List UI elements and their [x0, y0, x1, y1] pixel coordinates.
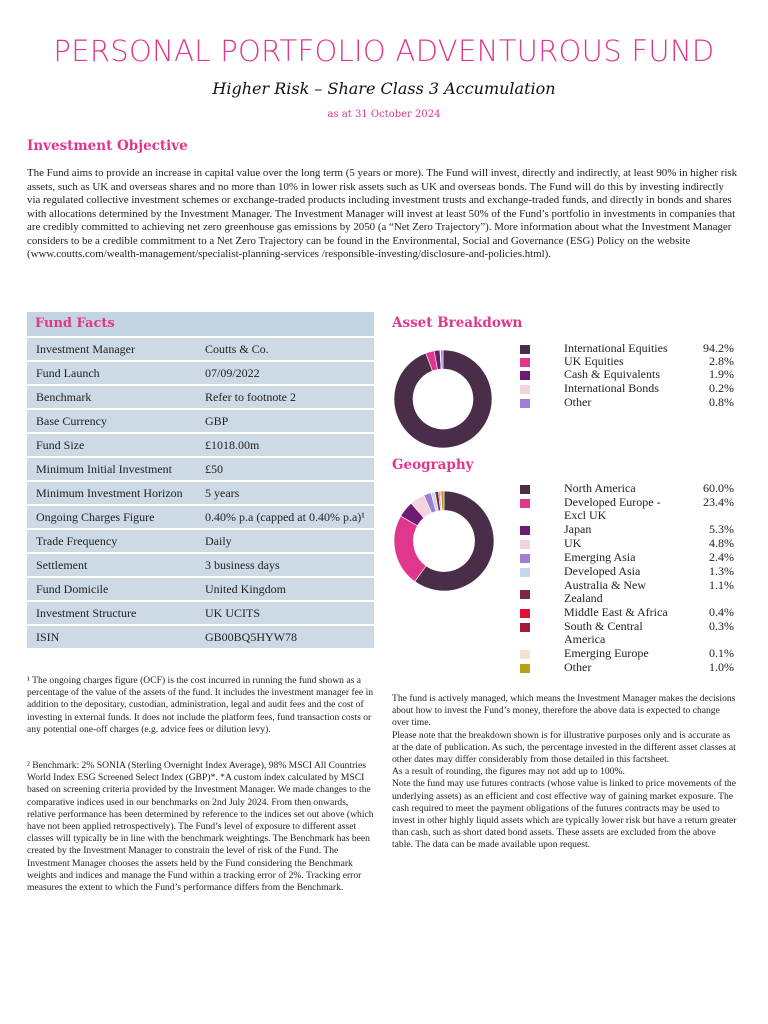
fund-fact-label: Ongoing Charges Figure — [36, 509, 155, 524]
fund-fact-label: Benchmark — [36, 389, 92, 404]
geography-legend-value: 0.1% — [709, 646, 734, 660]
geography-legend-swatch — [520, 499, 530, 508]
asset-legend-swatch — [520, 371, 530, 380]
geography-legend-label: Emerging Asia — [564, 550, 636, 564]
fund-fact-value: 07/09/2022 — [205, 366, 260, 380]
geography-legend-swatch — [520, 568, 530, 577]
fund-fact-value: United Kingdom — [205, 582, 286, 596]
geography-legend-swatch — [520, 526, 530, 535]
fund-fact-row — [27, 600, 374, 624]
fund-fact-row — [27, 480, 374, 504]
geography-legend-value: 5.3% — [709, 522, 734, 536]
asset-legend-swatch — [520, 399, 530, 408]
geography-legend-swatch — [520, 609, 530, 618]
fund-fact-row — [27, 408, 374, 432]
geography-legend-swatch — [520, 650, 530, 659]
fund-fact-value: 3 business days — [205, 558, 280, 572]
fund-fact-label: Fund Size — [36, 437, 85, 452]
fund-fact-label: Base Currency — [36, 413, 107, 428]
asset-legend-swatch — [520, 385, 530, 394]
asset-legend-value: 0.2% — [709, 381, 734, 395]
page-title: PERSONAL PORTFOLIO ADVENTUROUS FUND — [53, 34, 715, 68]
geography-legend-value: 1.3% — [709, 564, 734, 578]
geography-legend-value: 0.4% — [709, 605, 734, 619]
geography-legend-label: Other — [564, 660, 592, 674]
asset-legend-value: 94.2% — [703, 341, 734, 355]
note-paragraph: Note the fund may use futures contracts (whose value is linked to price movements of the underlying assets) as an efficient and cost effective way of gaining market exposure. The cash required to meet the payment obligations of the futures contracts may be used to invest in other highly liquid assets which are typically lower risk but have a return greater than cash, such as short dated bond assets. These assets are excluded from the above table. The data can be made available upon request. — [392, 778, 737, 851]
asset-legend-label: International Bonds — [564, 381, 659, 395]
fund-fact-label: Settlement — [36, 557, 88, 572]
footnote-1: ¹ The ongoing charges figure (OCF) is the cost incurred in running the fund shown as a percentage of the value of the assets of the fund. It includes the investment manager fee in addition to the depositary, custodian, administration, legal and audit fees and the cost of investing in external funds. It does not include the platform fees, fund transaction costs or any potential one-off charges (e.g. advice fees or dilution levy). — [27, 675, 374, 735]
fund-fact-value: 0.40% p.a (capped at 0.40% p.a)¹ — [205, 510, 365, 524]
geography-legend-swatch — [520, 540, 530, 549]
geography-legend-label: North America — [564, 481, 636, 495]
fund-fact-row — [27, 336, 374, 360]
asset-legend-label: UK Equities — [564, 354, 624, 368]
fund-fact-row — [27, 384, 374, 408]
fund-fact-label: Fund Domicile — [36, 581, 109, 596]
fund-facts-table — [27, 312, 374, 648]
note-paragraph: The fund is actively managed, which means the Investment Manager makes the decisions about how to invest the Fund’s money, therefore the above data is expected to change over time. — [392, 693, 736, 729]
fund-fact-value: UK UCITS — [205, 606, 261, 620]
fund-facts-rows — [27, 336, 374, 648]
asset-legend-value: 1.9% — [709, 367, 734, 381]
geography-legend-label: Developed Europe - Excl UK — [564, 495, 661, 522]
asset-legend-swatch — [520, 345, 530, 354]
geography-legend-label: Emerging Europe — [564, 646, 649, 660]
asset-legend-swatch — [520, 358, 530, 367]
fund-facts-heading: Fund Facts — [27, 312, 374, 336]
asset-legend-label: Other — [564, 395, 592, 409]
fund-fact-value: GBP — [205, 414, 229, 428]
fund-fact-label: ISIN — [36, 629, 60, 644]
fund-fact-label: Investment Manager — [36, 341, 135, 356]
fund-fact-value: 5 years — [205, 486, 240, 500]
fund-fact-label: Investment Structure — [36, 605, 137, 620]
geography-legend-value: 4.8% — [709, 536, 734, 550]
fund-fact-row — [27, 576, 374, 600]
fund-fact-row — [27, 624, 374, 648]
geography-legend-value: 23.4% — [703, 495, 734, 509]
geography-legend-value: 60.0% — [703, 481, 734, 495]
fund-fact-value: Refer to footnote 2 — [205, 390, 296, 404]
note-paragraph: As a result of rounding, the figures may not add up to 100%. — [392, 766, 625, 778]
geography-legend-label: South & Central America — [564, 619, 643, 646]
geography-legend-label: Australia & New Zealand — [564, 578, 646, 605]
geography-legend-swatch — [520, 664, 530, 673]
asset-breakdown-heading: Asset Breakdown — [392, 315, 523, 331]
geography-legend-value: 2.4% — [709, 550, 734, 564]
asset-legend-value: 0.8% — [709, 395, 734, 409]
geography-legend-value: 1.0% — [709, 660, 734, 674]
objective-text: The Fund aims to provide an increase in capital value over the long term (5 years or more). The Fund will invest, directly and indirectly, at least 90% in higher risk assets, such as UK and overseas shares and no more than 10% in lower risk assets such as UK and overseas bonds. The Fund will do this by investing indirectly via regulated collective investment schemes or exchange-traded products including investment trusts and exchange-traded funds, and directly in bonds and shares with allocations determined by the Investment Manager. The Investment Manager will invest at least 50% of the Fund’s portfolio in investments in companies that are credibly committed to achieving net zero greenhouse gas emissions by 2050 (a “Net Zero Trajectory”). More information about what the Investment Manager considers to be a credible commitment to a Net Zero Trajectory can be found in the Environmental, Social and Governance (ESG) Policy on the website (www.coutts.com/wealth-management/specialist-planning-services /responsible-investing/disclosure-and-policies.html). — [27, 167, 738, 260]
fund-fact-row — [27, 528, 374, 552]
fund-fact-row — [27, 360, 374, 384]
fund-fact-label: Trade Frequency — [36, 533, 118, 548]
fund-fact-value: Daily — [205, 534, 232, 548]
footnote-2: ² Benchmark: 2% SONIA (Sterling Overnight Index Average), 98% MSCI All Countries World Index ESG Screened Select Index (GBP)*. *A custom index calculated by MSCI based on screening criteria provided by the Investment Manager. We made changes to the comparative indices used in our benchmarks on 2nd July 2024. From then onwards, relative performance has been determined by reference to the indices set out above (which have not been applied retrospectively). The Fund’s level of exposure to different asset classes will typically be in line with the benchmark weightings. The Benchmark has been created by the Investment Manager to constrain the level of risk of the Fund. The Investment Manager chooses the assets held by the Fund considering the Benchmark weights and indices and manage the Fund within a tracking error of 2%. Tracking error measures the extent to which the Fund’s performance differs from the Benchmark. — [27, 760, 374, 894]
note-paragraph: Please note that the breakdown shown is for illustrative purposes only and is accurate as at the date of publication. As such, the percentage invested in the different asset classes at other dates may differ considerably from those detailed in this factsheet. — [392, 729, 736, 766]
fund-fact-label: Minimum Investment Horizon — [36, 485, 183, 500]
fund-fact-value: £1018.00m — [205, 438, 260, 452]
asset-legend-label: International Equities — [564, 341, 668, 355]
geography-donut — [393, 490, 495, 592]
geography-legend-value: 1.1% — [709, 578, 734, 592]
page-subtitle: Higher Risk – Share Class 3 Accumulation — [212, 79, 556, 98]
geography-heading: Geography — [392, 457, 474, 473]
geography-legend-label: Middle East & Africa — [564, 605, 668, 619]
geography-legend-value: 0.3% — [709, 619, 734, 633]
fund-fact-value: GB00BQ5HYW78 — [205, 630, 297, 644]
notes-block — [392, 693, 738, 852]
geography-legend-swatch — [520, 485, 530, 494]
geography-legend — [520, 482, 734, 682]
fund-fact-row — [27, 504, 374, 528]
geography-legend-label: Developed Asia — [564, 564, 641, 578]
geography-legend-label: Japan — [564, 522, 592, 536]
objective-heading: Investment Objective — [27, 138, 188, 154]
geography-legend-swatch — [520, 590, 530, 599]
asset-legend-label: Cash & Equivalents — [564, 367, 660, 381]
asset-legend-value: 2.8% — [709, 354, 734, 368]
fund-fact-label: Minimum Initial Investment — [36, 461, 172, 476]
asset-breakdown-donut — [393, 349, 493, 449]
geography-legend-swatch — [520, 554, 530, 563]
geography-legend-label: UK — [564, 536, 582, 550]
fund-fact-value: £50 — [205, 462, 223, 476]
fund-fact-row — [27, 552, 374, 576]
fund-fact-row — [27, 456, 374, 480]
fund-fact-label: Fund Launch — [36, 365, 100, 380]
asset-breakdown-legend — [520, 342, 734, 412]
fund-fact-value: Coutts & Co. — [205, 342, 269, 356]
fund-fact-row — [27, 432, 374, 456]
geography-slice — [394, 516, 426, 581]
geography-legend-swatch — [520, 623, 530, 632]
as-at-date: as at 31 October 2024 — [327, 109, 441, 120]
